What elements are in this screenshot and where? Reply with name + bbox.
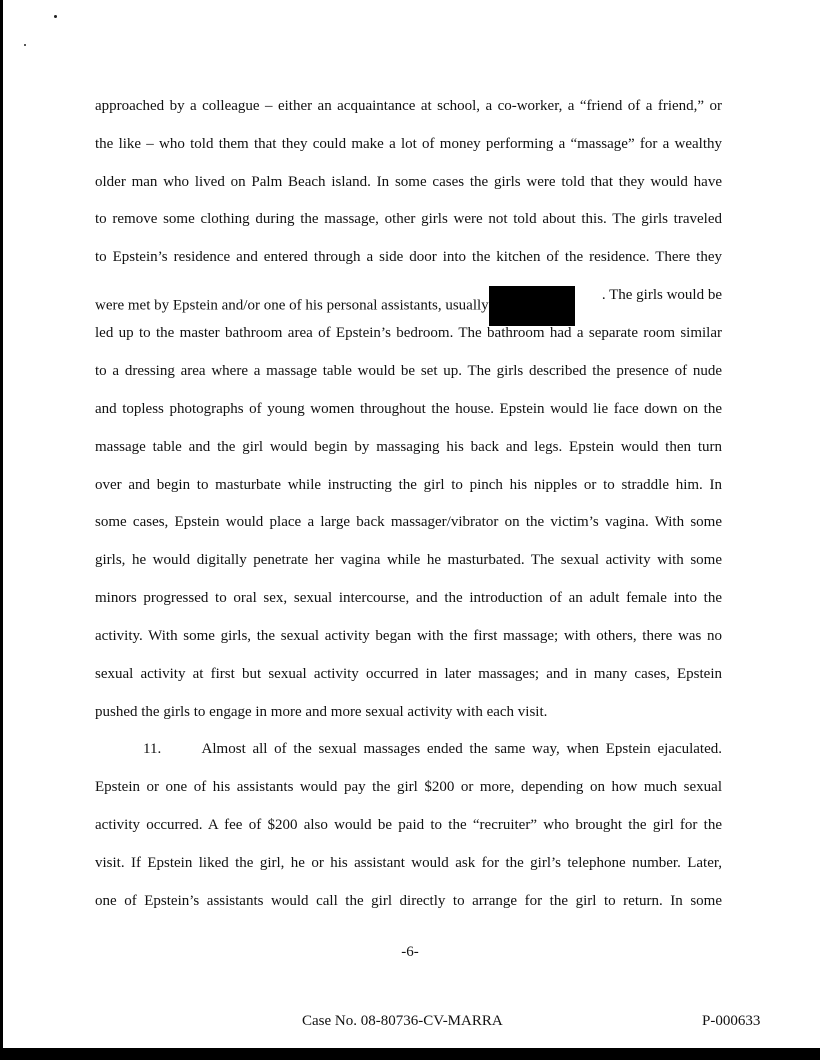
text-line: to Epstein’s residence and entered through a side door into the kitchen of the residence. There they xyxy=(95,249,722,265)
scan-speck xyxy=(24,44,26,46)
text-line: girls, he would digitally penetrate her vagina while he masturbated. The sexual activity with some xyxy=(95,552,722,568)
scan-left-edge xyxy=(0,0,3,1048)
text-line: activity occurred. A fee of $200 also would be paid to the “recruiter” who brought the girl for the xyxy=(95,817,722,833)
text-line: minors progressed to oral sex, sexual intercourse, and the introduction of an adult female into the xyxy=(95,590,722,606)
text-line: to remove some clothing during the massage, other girls were not told about this. The girls traveled xyxy=(95,211,722,227)
text-line: massage table and the girl would begin by massaging his back and legs. Epstein would then turn xyxy=(95,439,722,455)
case-number: Case No. 08-80736-CV-MARRA xyxy=(302,1013,503,1029)
bates-number: P-000633 xyxy=(702,1013,761,1029)
text-line: some cases, Epstein would place a large back massager/vibrator on the victim’s vagina. With some xyxy=(95,514,722,530)
text-line: pushed the girls to engage in more and more sexual activity with each visit. xyxy=(95,704,548,720)
text-line: one of Epstein’s assistants would call the girl directly to arrange for the girl to return. In some xyxy=(95,893,722,909)
redaction-box xyxy=(489,286,575,326)
redacted-text-line xyxy=(95,286,722,326)
text-line: over and begin to masturbate while instructing the girl to pinch his nipples or to straddle him. In xyxy=(95,477,722,493)
paragraph-11-first-line: 11. Almost all of the sexual massages ended the same way, when Epstein ejaculated. xyxy=(143,741,722,757)
text-line: visit. If Epstein liked the girl, he or his assistant would ask for the girl’s telephone number. Later, xyxy=(95,855,722,871)
text-line: sexual activity at first but sexual activity occurred in later massages; and in many cases, Epstein xyxy=(95,666,722,682)
text-line: Epstein or one of his assistants would pay the girl $200 or more, depending on how much sexual xyxy=(95,779,722,795)
scan-speck xyxy=(54,15,57,18)
scan-bottom-edge xyxy=(0,1048,820,1060)
text-line: older man who lived on Palm Beach island. In some cases the girls were told that they would have xyxy=(95,174,722,190)
text-line: the like – who told them that they could make a lot of money performing a “massage” for a wealthy xyxy=(95,136,722,152)
text-line: approached by a colleague – either an acquaintance at school, a co-worker, a “friend of a friend,” or xyxy=(95,98,722,114)
text-line: activity. With some girls, the sexual activity began with the first massage; with others, there was no xyxy=(95,628,722,644)
text-after-redaction: . The girls would be xyxy=(601,287,722,303)
text-before-redaction: were met by Epstein and/or one of his personal assistants, usually xyxy=(95,297,489,314)
page-number: -6- xyxy=(401,944,419,960)
text-line: led up to the master bathroom area of Epstein’s bedroom. The bathroom had a separate room similar xyxy=(95,325,722,341)
text-line: to a dressing area where a massage table would be set up. The girls described the presence of nude xyxy=(95,363,722,379)
text-line: and topless photographs of young women throughout the house. Epstein would lie face down on the xyxy=(95,401,722,417)
